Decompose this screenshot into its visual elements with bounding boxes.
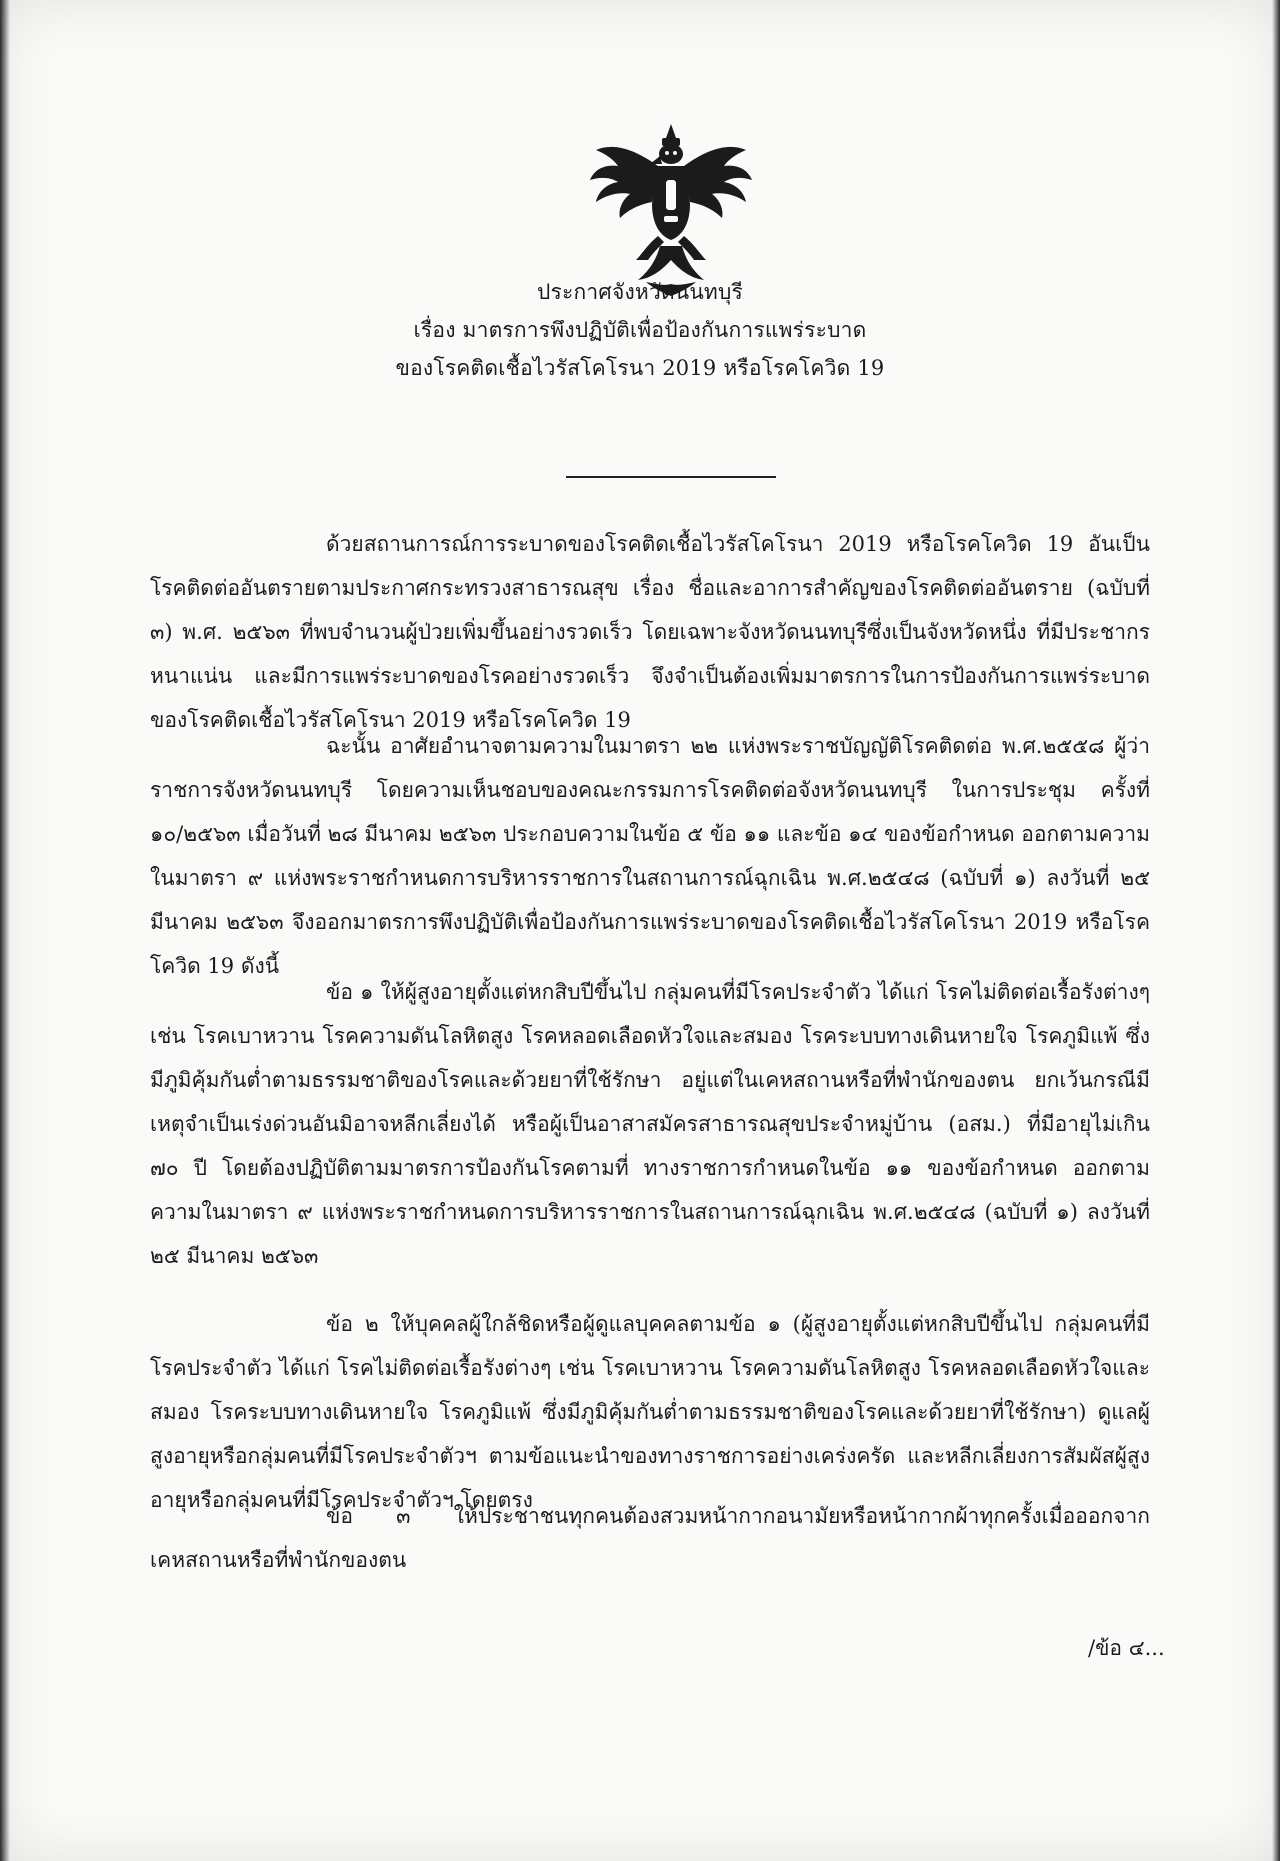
- clause-2-paragraph: ข้อ ๒ ให้บุคคลผู้ใกล้ชิดหรือผู้ดูแลบุคคลตามข้อ ๑ (ผู้สูงอายุตั้งแต่หกสิบปีขึ้นไป กลุ่มคนที่มีโรคประจำตัว ได้แก่ โรคไม่ติดต่อเรื้อรังต่างๆ เช่น โรคเบาหวาน โรคความดันโลหิตสูง โรคหลอดเลือดหัวใจและสมอง โรคระบบทางเดินหายใจ โรคภูมิแพ้ ซึ่งมีภูมิคุ้มกันต่ำตามธรรมชาติของโรคและด้วยยาที่ใช้รักษา) ดูแลผู้สูงอายุหรือกลุ่มคนที่มีโรคประจำตัวฯ ตามข้อแนะนำของทางราชการอย่างเคร่งครัด และหลีกเลี่ยงการสัมผัสผู้สูงอายุหรือกลุ่มคนที่มีโรคประจำตัวฯ โดยตรง: [150, 1312, 1150, 1512]
- announcement-subject: เรื่อง มาตรการพึงปฏิบัติเพื่อป้องกันการแพร่ระบาด: [413, 318, 867, 342]
- announcement-subject-continued: ของโรคติดเชื้อไวรัสโคโรนา 2019 หรือโรคโควิด 19: [395, 356, 885, 380]
- announcement-title: ประกาศจังหวัดนนทบุรี: [537, 280, 743, 304]
- body-paragraph-1: ด้วยสถานการณ์การระบาดของโรคติดเชื้อไวรัสโคโรนา 2019 หรือโรคโควิด 19 อันเป็นโรคติดต่ออันตรายตามประกาศกระทรวงสาธารณสุข เรื่อง ชื่อและอาการสำคัญของโรคติดต่ออันตราย (ฉบับที่ ๓) พ.ศ. ๒๕๖๓ ที่พบจำนวนผู้ป่วยเพิ่มขึ้นอย่างรวดเร็ว โดยเฉพาะจังหวัดนนทบุรีซึ่งเป็นจังหวัดหนึ่ง ที่มีประชากรหนาแน่น และมีการแพร่ระบาดของโรคอย่างรวดเร็ว จึงจำเป็นต้องเพิ่มมาตรการในการป้องกันการแพร่ระบาดของโรคติดเชื้อไวรัสโคโรนา 2019 หรือโรคโควิด 19: [150, 532, 1150, 732]
- clause-1-paragraph: ข้อ ๑ ให้ผู้สูงอายุตั้งแต่หกสิบปีขึ้นไป กลุ่มคนที่มีโรคประจำตัว ได้แก่ โรคไม่ติดต่อเรื้อรังต่างๆ เช่น โรคเบาหวาน โรคความดันโลหิตสูง โรคหลอดเลือดหัวใจและสมอง โรคระบบทางเดินหายใจ โรคภูมิแพ้ ซึ่งมีภูมิคุ้มกันต่ำตามธรรมชาติของโรคและด้วยยาที่ใช้รักษา อยู่แต่ในเคหสถานหรือที่พำนักของตน ยกเว้นกรณีมีเหตุจำเป็นเร่งด่วนอันมิอาจหลีกเลี่ยงได้ หรือผู้เป็นอาสาสมัครสาธารณสุขประจำหมู่บ้าน (อสม.) ที่มีอายุไม่เกิน ๗๐ ปี โดยต้องปฏิบัติตามมาตรการป้องกันโรคตามที่ ทางราชการกำหนดในข้อ ๑๑ ของข้อกำหนด ออกตามความในมาตรา ๙ แห่งพระราชกำหนดการบริหารราชการในสถานการณ์ฉุกเฉิน พ.ศ.๒๕๔๘ (ฉบับที่ ๑) ลงวันที่ ๒๕ มีนาคม ๒๕๖๓: [150, 980, 1150, 1268]
- title-divider: [566, 476, 776, 478]
- next-page-reference: /ข้อ ๔...: [1088, 1636, 1165, 1660]
- garuda-emblem-icon: [586, 120, 756, 298]
- body-paragraph-2: ฉะนั้น อาศัยอำนาจตามความในมาตรา ๒๒ แห่งพระราชบัญญัติโรคติดต่อ พ.ศ.๒๕๕๘ ผู้ว่าราชการจังหวัดนนทบุรี โดยความเห็นชอบของคณะกรรมการโรคติดต่อจังหวัดนนทบุรี ในการประชุม ครั้งที่ ๑๐/๒๕๖๓ เมื่อวันที่ ๒๘ มีนาคม ๒๕๖๓ ประกอบความในข้อ ๕ ข้อ ๑๑ และข้อ ๑๔ ของข้อกำหนด ออกตามความในมาตรา ๙ แห่งพระราชกำหนดการบริหารราชการในสถานการณ์ฉุกเฉิน พ.ศ.๒๕๔๘ (ฉบับที่ ๑) ลงวันที่ ๒๕ มีนาคม ๒๕๖๓ จึงออกมาตรการพึงปฏิบัติเพื่อป้องกันการแพร่ระบาดของโรคติดเชื้อไวรัสโคโรนา 2019 หรือโรคโควิด 19 ดังนี้: [150, 734, 1150, 978]
- clause-3-paragraph: ข้อ ๓ ให้ประชาชนทุกคนต้องสวมหน้ากากอนามัยหรือหน้ากากผ้าทุกครั้งเมื่อออกจากเคหสถานหรือที่พำนักของตน: [150, 1504, 1150, 1572]
